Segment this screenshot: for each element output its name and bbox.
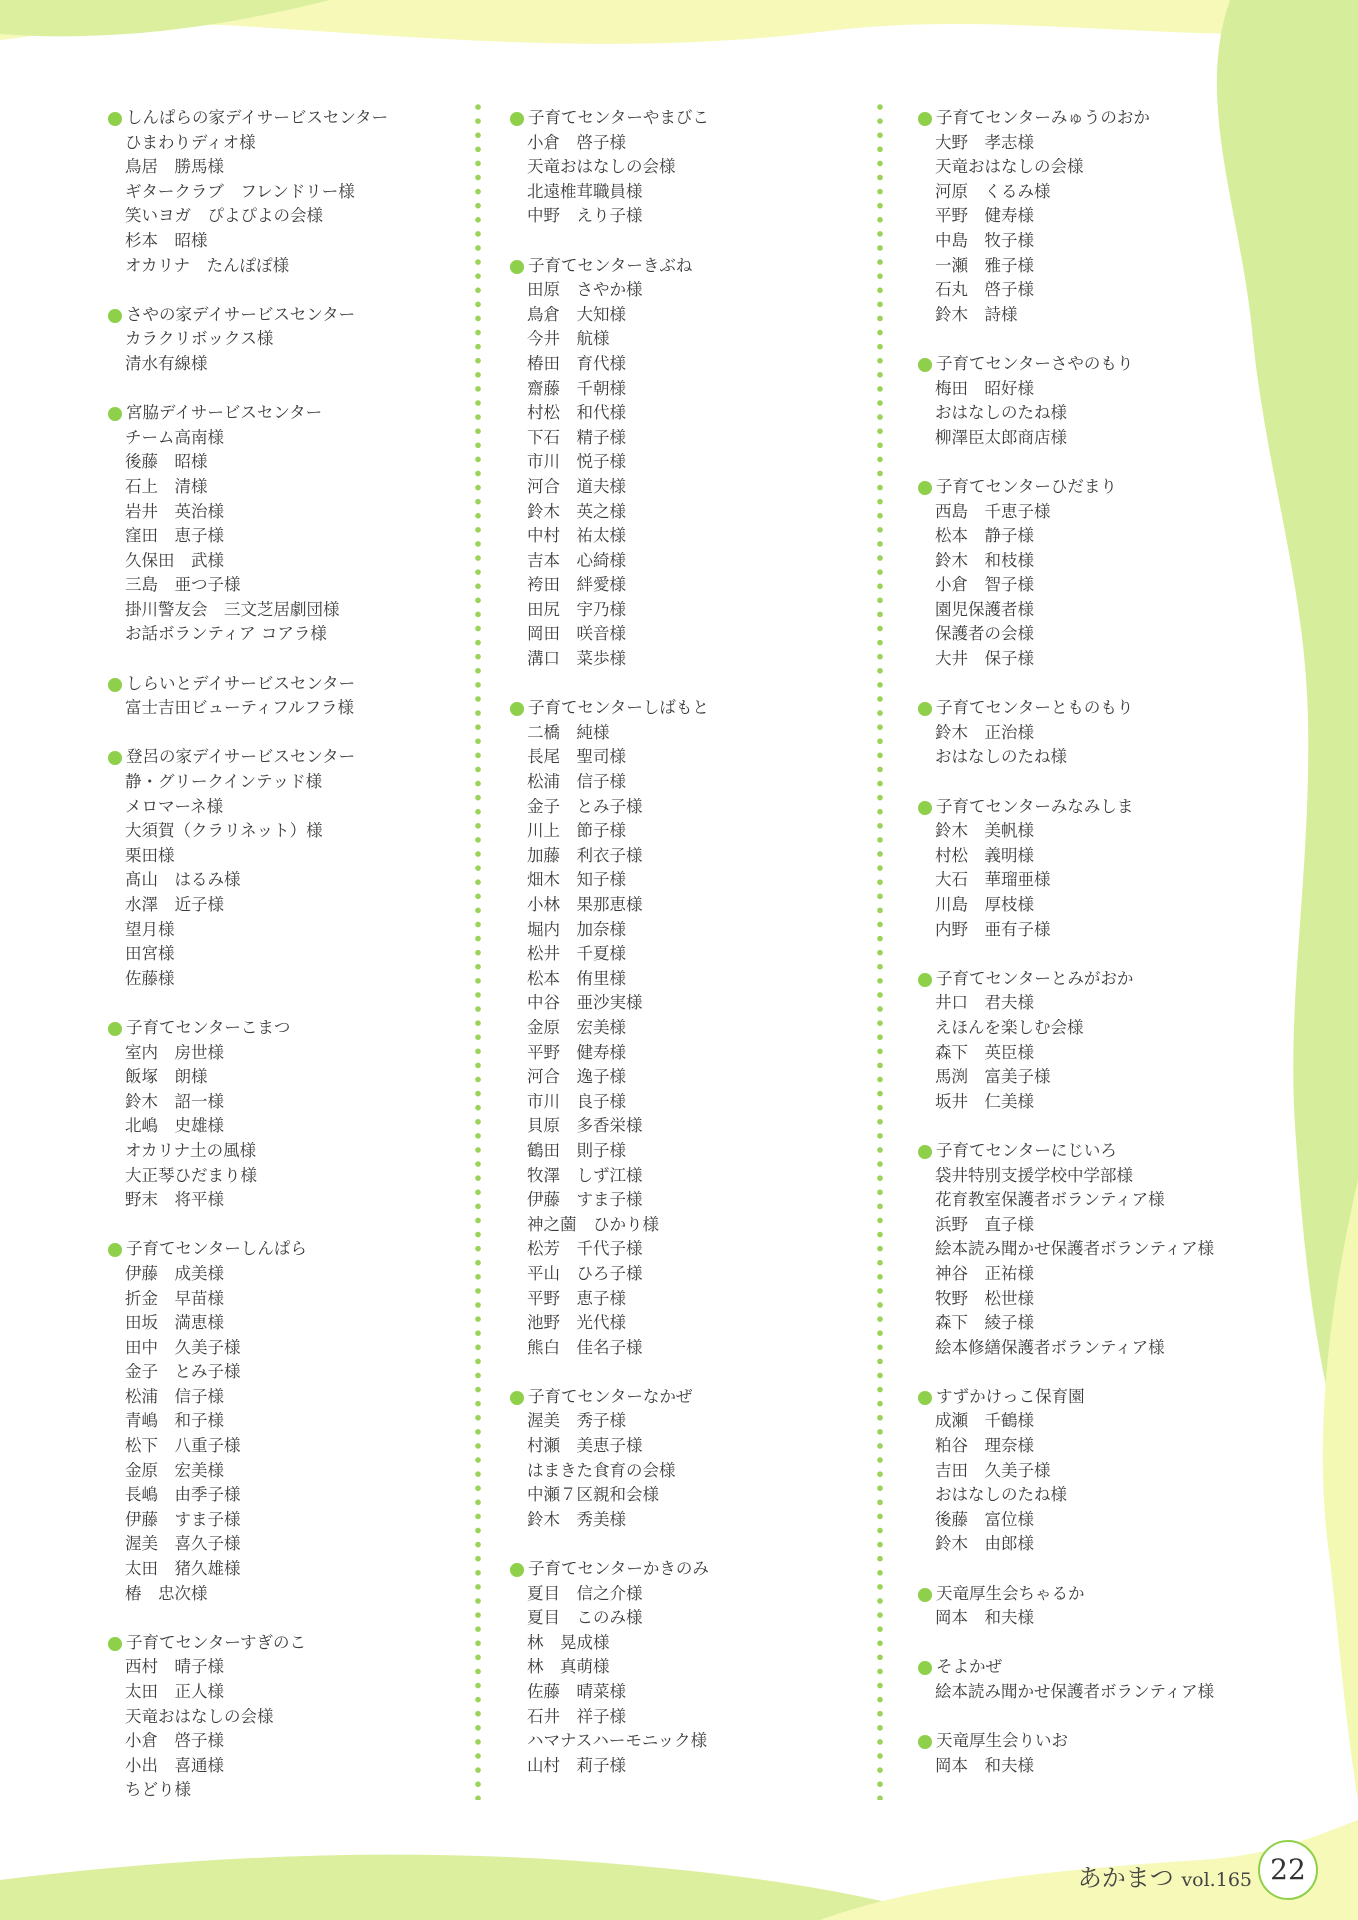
donor-name: 西村 晴子様 <box>125 1657 224 1677</box>
donor-name: 神谷 正祐様 <box>935 1263 1034 1283</box>
donor-name: ハマナスハーモニック様 <box>527 1731 708 1751</box>
facility-group <box>510 696 870 1360</box>
donor-name: 渥美 喜久子様 <box>125 1534 241 1554</box>
donor-name: 山村 莉子様 <box>527 1755 626 1775</box>
donor-name: 河原 くるみ様 <box>935 181 1051 201</box>
donor-name: 飯塚 朗様 <box>125 1067 208 1087</box>
donor-name: 梅田 昭好様 <box>935 378 1034 398</box>
facility-group <box>108 1631 468 1803</box>
facility-title: 子育てセンターみなみしま <box>918 795 1278 820</box>
column-divider-dotted <box>475 100 481 1800</box>
donor-name: チーム高南様 <box>125 427 224 447</box>
donor-name: 渥美 秀子様 <box>527 1411 626 1431</box>
facility-title: 登呂の家デイサービスセンター <box>108 745 468 770</box>
donor-name: 川上 節子様 <box>527 821 626 841</box>
donor-name: 伊藤 すま子様 <box>527 1190 643 1210</box>
donor-name: メロマーネ様 <box>125 796 224 816</box>
donor-name: 下石 精子様 <box>527 427 626 447</box>
donor-name: 夏目 このみ様 <box>527 1608 643 1628</box>
facility-group <box>918 1385 1278 1557</box>
donor-name: 夏目 信之介様 <box>527 1583 643 1603</box>
donor-name: 森下 綾子様 <box>935 1313 1034 1333</box>
facility-group <box>918 1582 1278 1631</box>
donor-name: 川島 厚枝様 <box>935 895 1034 914</box>
donor-name: 中谷 亜沙実様 <box>527 993 643 1013</box>
donor-name: 岡田 咲音様 <box>527 624 626 644</box>
facility-group <box>108 401 468 647</box>
donor-name: 金子 とみ子様 <box>125 1362 241 1382</box>
magazine-volume: vol.165 <box>1181 1869 1252 1891</box>
donor-name: 中野 えり子様 <box>527 206 643 226</box>
facility-title: しんぱらの家デイサービスセンター <box>108 106 468 131</box>
donor-name: 松本 侑里様 <box>527 968 626 988</box>
donor-name: 鈴木 英之様 <box>527 501 626 521</box>
donor-name: えほんを楽しむ会様 <box>935 1017 1084 1037</box>
donor-name: 小倉 智子様 <box>935 575 1034 595</box>
donor-name: 望月様 <box>125 919 175 939</box>
donor-name: 溝口 菜歩様 <box>527 649 626 669</box>
donor-name: 松浦 信子様 <box>527 772 626 792</box>
donor-name: おはなしのたね様 <box>935 403 1067 423</box>
donor-name: 市川 良子様 <box>527 1091 626 1111</box>
facility-group <box>918 352 1278 450</box>
donor-name: 平野 健寿様 <box>935 206 1034 226</box>
donor-name: 大正琴ひだまり様 <box>125 1165 257 1185</box>
column-divider-dotted <box>877 100 883 1800</box>
donor-name: 吉田 久美子様 <box>935 1460 1051 1480</box>
donor-name: 鈴木 美帆様 <box>935 821 1034 841</box>
donor-name: 掛川警友会 三文芝居劇団様 <box>125 599 340 619</box>
donor-name: 笑いヨガ ぴよぴよの会様 <box>125 206 323 226</box>
donor-name: 室内 房世様 <box>125 1042 224 1062</box>
donor-name: 田尻 宇乃様 <box>527 599 626 619</box>
donor-name: オカリナ たんぽぽ様 <box>125 255 290 275</box>
facility-title: 子育てセンターすぎのこ <box>108 1631 468 1656</box>
donor-name: 天竜おはなしの会様 <box>935 157 1084 177</box>
donor-name: 平野 健寿様 <box>527 1042 626 1062</box>
donor-name: 畑木 知子様 <box>527 870 626 890</box>
donor-name: 田宮様 <box>125 944 175 964</box>
donor-name: 二橋 純様 <box>527 722 610 742</box>
donor-name: 平野 恵子様 <box>527 1288 626 1308</box>
donor-name: 鶴田 則子様 <box>527 1140 626 1160</box>
donor-name: 絵本読み聞かせ保護者ボランティア様 <box>935 1239 1215 1259</box>
donor-name: ちどり様 <box>125 1780 191 1800</box>
donor-name: 鳥居 勝馬様 <box>125 157 224 177</box>
facility-group <box>918 1729 1278 1778</box>
facility-group <box>918 1139 1278 1360</box>
donor-name: 河合 道夫様 <box>527 476 626 496</box>
donor-name: 中瀬７区親和会様 <box>527 1485 659 1505</box>
facility-title: 子育てセンターとみがおか <box>918 967 1278 992</box>
donor-name: 太田 猪久雄様 <box>125 1559 241 1579</box>
donor-name: 田坂 満恵様 <box>125 1313 224 1333</box>
donor-name: 清水有線様 <box>125 353 208 373</box>
facility-group <box>108 1237 468 1606</box>
donor-name: 栗田様 <box>125 845 175 865</box>
donor-name: 佐藤 晴菜様 <box>527 1682 626 1701</box>
donor-name: 袋井特別支援学校中学部様 <box>935 1165 1133 1185</box>
donor-name: 鈴木 由郎様 <box>935 1534 1034 1554</box>
donor-name: 後藤 昭様 <box>125 452 208 472</box>
donor-name: 袴田 絆愛様 <box>527 575 626 595</box>
donor-name: 大井 保子様 <box>935 649 1034 669</box>
donor-name: 中村 祐太様 <box>527 526 626 546</box>
donor-name: 浜野 直子様 <box>935 1214 1034 1234</box>
donor-name: 坂井 仁美様 <box>935 1091 1034 1111</box>
donor-name: 久保田 武様 <box>125 550 224 570</box>
donor-name: 富士吉田ビューティフルフラ様 <box>125 698 355 718</box>
donor-name: 中島 牧子様 <box>935 230 1034 250</box>
page-footer <box>958 1840 1358 1910</box>
facility-title: 子育てセンターみゅうのおか <box>918 106 1278 131</box>
bottom-green-wave <box>0 1855 960 1920</box>
donor-name: 松芳 千代子様 <box>527 1239 643 1259</box>
facility-title: そよかぜ <box>918 1655 1278 1680</box>
donor-name: 小倉 啓子様 <box>125 1731 224 1751</box>
donor-name: 岩井 英治様 <box>125 501 224 521</box>
facility-title: 子育てセンターひだまり <box>918 475 1278 500</box>
donor-name: 成瀬 千鶴様 <box>935 1411 1034 1431</box>
donor-name: オカリナ土の風様 <box>125 1140 257 1160</box>
facility-title: しらいとデイサービスセンター <box>108 672 468 697</box>
facility-title: 天竜厚生会りいお <box>918 1729 1278 1754</box>
donor-name: 林 真萌様 <box>527 1657 610 1677</box>
facility-title: 子育てセンターにじいろ <box>918 1139 1278 1164</box>
donor-name: 鳥倉 大知様 <box>527 304 626 324</box>
donor-name: 花育教室保護者ボランティア様 <box>935 1190 1165 1210</box>
donor-name: 金原 宏美様 <box>125 1460 224 1480</box>
facility-title: 宮脇デイサービスセンター <box>108 401 468 426</box>
donor-name: 石井 祥子様 <box>527 1706 626 1726</box>
donor-name: 杉本 昭様 <box>125 230 208 250</box>
facility-group <box>510 254 870 672</box>
donor-name: 松井 千夏様 <box>527 944 626 964</box>
donor-name: 松下 八重子様 <box>125 1436 241 1456</box>
donor-name: 岡本 和夫様 <box>935 1608 1034 1628</box>
donor-name: 神之薗 ひかり様 <box>527 1214 659 1234</box>
facility-group <box>108 303 468 377</box>
facility-title: 子育てセンターなかぜ <box>510 1385 870 1410</box>
facility-title: 天竜厚生会ちゃるか <box>918 1582 1278 1607</box>
donor-name: 齋藤 千朝様 <box>527 378 626 398</box>
magazine-label <box>1078 1858 1252 1893</box>
list-column <box>510 106 870 1803</box>
donor-name: 保護者の会様 <box>935 624 1034 644</box>
facility-group <box>918 1655 1278 1704</box>
facility-group <box>108 745 468 991</box>
donor-name: 岡本 和夫様 <box>935 1755 1034 1775</box>
donor-name: 金子 とみ子様 <box>527 796 643 816</box>
donor-name: 吉本 心綺様 <box>527 550 626 570</box>
donor-name: ひまわりディオ様 <box>125 132 256 152</box>
donor-name: 牧澤 しず江様 <box>527 1165 643 1185</box>
donor-name: 水澤 近子様 <box>125 895 224 914</box>
donor-name: 鈴木 詔一様 <box>125 1091 224 1111</box>
donor-name: 鈴木 和枝様 <box>935 550 1034 570</box>
facility-title: 子育てセンターとものもり <box>918 696 1278 721</box>
donor-name: 西島 千恵子様 <box>935 501 1051 521</box>
donor-name: 村松 義明様 <box>935 845 1034 865</box>
donor-name: 牧野 松世様 <box>935 1288 1034 1308</box>
facility-group <box>510 1385 870 1533</box>
donor-name: 鈴木 秀美様 <box>527 1509 626 1529</box>
donor-name: 井口 君夫様 <box>935 993 1034 1013</box>
donor-name: 平山 ひろ子様 <box>527 1263 643 1283</box>
donor-name: 椿 忠次様 <box>125 1583 208 1603</box>
donor-name: 市川 悦子様 <box>527 452 626 472</box>
facility-title: さやの家デイサービスセンター <box>108 303 468 328</box>
donor-name: 北嶋 史雄様 <box>125 1116 224 1136</box>
facility-group <box>108 672 468 721</box>
donor-name: おはなしのたね様 <box>935 1485 1067 1505</box>
facility-title: 子育てセンターしんぱら <box>108 1237 468 1262</box>
donor-name: 折金 早苗様 <box>125 1288 224 1308</box>
donor-name: 粕谷 理奈様 <box>935 1436 1034 1456</box>
donor-name: 池野 光代様 <box>527 1313 626 1333</box>
donor-name: 鈴木 正治様 <box>935 722 1034 742</box>
donor-name: 松浦 信子様 <box>125 1386 224 1406</box>
facility-group <box>510 106 870 229</box>
donor-name: 松本 静子様 <box>935 526 1034 546</box>
donor-name: 園児保護者様 <box>935 599 1034 619</box>
facility-group <box>918 475 1278 672</box>
facility-title: 子育てセンターしばもと <box>510 696 870 721</box>
facility-group <box>918 106 1278 327</box>
donor-name: 大野 孝志様 <box>935 132 1034 152</box>
donor-name: 加藤 利衣子様 <box>527 845 643 865</box>
magazine-title: あかまつ <box>1077 1864 1174 1892</box>
donor-name: 林 晃成様 <box>527 1632 610 1652</box>
donor-name: 柳澤臣太郎商店様 <box>935 427 1067 447</box>
facility-group <box>510 1557 870 1778</box>
donor-name: 大石 華瑠亜様 <box>935 870 1051 890</box>
donor-name: 内野 亜有子様 <box>935 919 1051 939</box>
donor-name: ギタークラブ フレンドリー様 <box>125 181 355 201</box>
donor-name: 三島 亜つ子様 <box>125 575 241 595</box>
facility-title: すずかけっこ保育園 <box>918 1385 1278 1410</box>
donor-name: 太田 正人様 <box>125 1682 224 1701</box>
donor-name: 髙山 はるみ様 <box>125 870 241 890</box>
donor-name: 野末 将平様 <box>125 1190 224 1210</box>
facility-group <box>918 967 1278 1115</box>
donor-name: お話ボランティア コアラ様 <box>125 624 327 644</box>
donor-name: 大須賀（クラリネット）様 <box>125 821 323 841</box>
donor-name: 青嶋 和子様 <box>125 1411 224 1431</box>
facility-title: 子育てセンターやまびこ <box>510 106 870 131</box>
donor-name: 鈴木 詩様 <box>935 304 1018 324</box>
donor-name: はまきた食育の会様 <box>527 1460 676 1480</box>
donor-name: 天竜おはなしの会様 <box>125 1706 274 1726</box>
donor-name: 伊藤 成美様 <box>125 1263 224 1283</box>
donor-name: 石丸 啓子様 <box>935 280 1034 300</box>
donor-name: 貝原 多香栄様 <box>527 1116 643 1136</box>
facility-group <box>108 106 468 278</box>
donor-name: 森下 英臣様 <box>935 1042 1034 1062</box>
donor-name: 北遠椎茸職員様 <box>527 181 643 201</box>
donor-name: 静・グリークインテッド様 <box>125 772 323 792</box>
donor-name: 小出 喜通様 <box>125 1755 224 1775</box>
facility-title: 子育てセンターこまつ <box>108 1016 468 1041</box>
facility-title: 子育てセンターさやのもり <box>918 352 1278 377</box>
facility-title: 子育てセンターかきのみ <box>510 1557 870 1582</box>
donor-name: 佐藤様 <box>125 968 175 988</box>
page-number: 22 <box>1258 1840 1318 1900</box>
donor-name: 天竜おはなしの会様 <box>527 157 676 177</box>
donor-name: おはなしのたね様 <box>935 747 1067 767</box>
facility-group <box>918 795 1278 943</box>
donor-name: 椿田 育代様 <box>527 353 626 373</box>
donor-name: 金原 宏美様 <box>527 1017 626 1037</box>
donor-name: 長尾 聖司様 <box>527 747 626 767</box>
donor-name: カラクリボックス様 <box>125 329 274 349</box>
donor-name: 窪田 恵子様 <box>125 526 224 546</box>
donor-name: 堀内 加奈様 <box>527 919 626 939</box>
donor-name: 熊白 佳名子様 <box>527 1337 643 1357</box>
donor-name: 田中 久美子様 <box>125 1337 241 1357</box>
donor-name: 伊藤 すま子様 <box>125 1509 241 1529</box>
donor-name: 後藤 富位様 <box>935 1509 1034 1529</box>
donor-name: 今井 航様 <box>527 329 610 349</box>
donor-name: 小倉 啓子様 <box>527 132 626 152</box>
donor-name: 絵本修繕保護者ボランティア様 <box>935 1337 1165 1357</box>
donor-name: 馬渕 富美子様 <box>935 1067 1051 1087</box>
facility-group <box>918 696 1278 770</box>
donor-name: 石上 清様 <box>125 476 208 496</box>
list-column <box>108 106 468 1828</box>
donor-name: 長嶋 由季子様 <box>125 1485 241 1505</box>
donor-name: 絵本読み聞かせ保護者ボランティア様 <box>935 1682 1215 1701</box>
donor-name: 河合 逸子様 <box>527 1067 626 1087</box>
donor-name: 田原 さやか様 <box>527 280 643 300</box>
donor-name: 村松 和代様 <box>527 403 626 423</box>
facility-group <box>108 1016 468 1213</box>
donor-name: 小林 果那恵様 <box>527 895 643 914</box>
facility-title: 子育てセンターきぶね <box>510 254 870 279</box>
list-column <box>918 106 1278 1803</box>
donor-name: 村瀬 美恵子様 <box>527 1436 643 1456</box>
donor-name: 一瀬 雅子様 <box>935 255 1034 275</box>
